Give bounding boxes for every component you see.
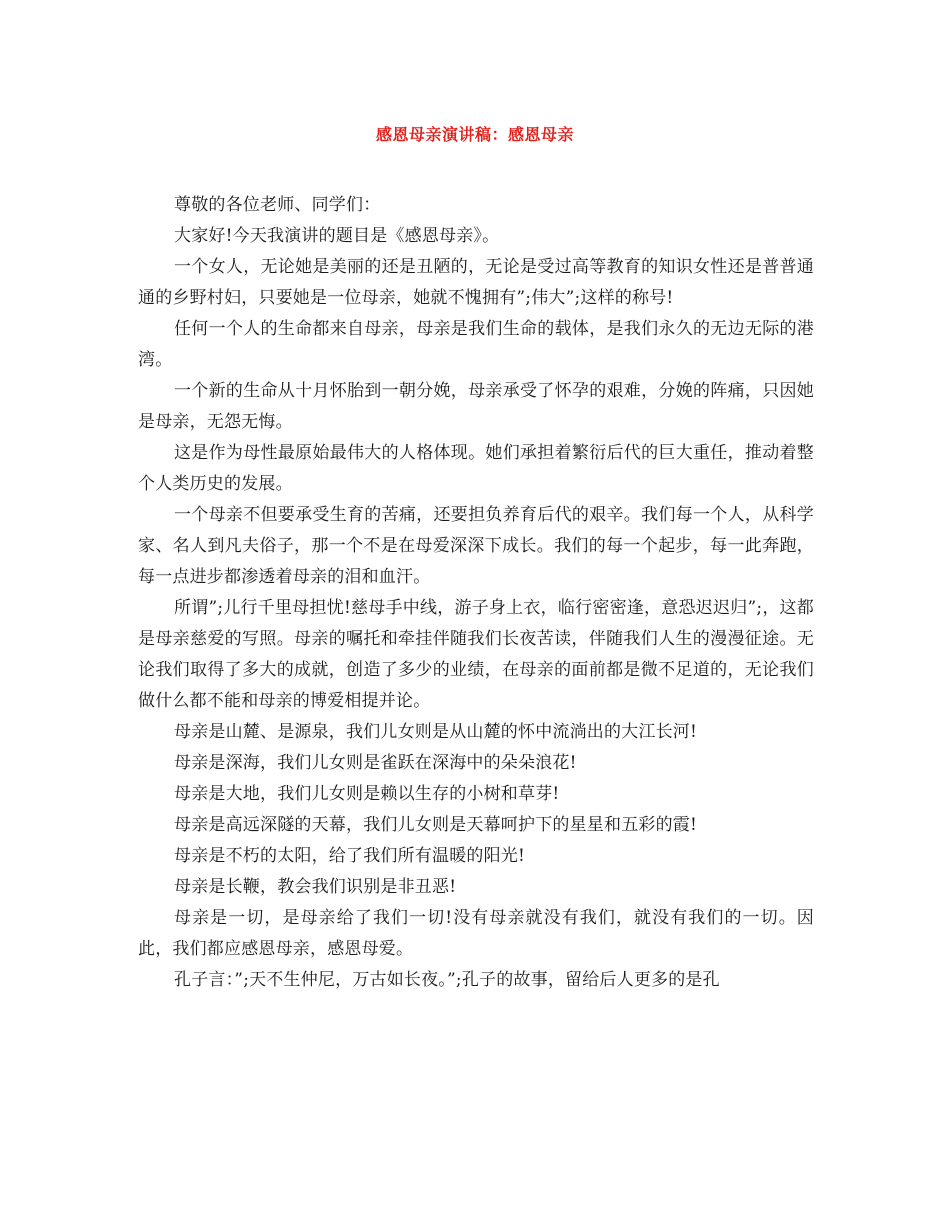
paragraph: 母亲是山麓、是源泉，我们儿女则是从山麓的怀中流淌出的大江长河! [174,722,698,742]
paragraph: 所谓”;儿行千里母担忧!慈母手中线，游子身上衣，临行密密逢，意恐迟迟归”;，这都是母亲慈爱的写照。母亲的嘱托和牵挂伴随我们长夜苦读，伴随我们人生的漫漫征途。无论我们取得了多大的成就，创造了多少的业绩，在母亲的面前都是微不足道的，无论我们做什么都不能和母亲的博爱相提并论。 [138,598,814,711]
paragraph: 母亲是长鞭，教会我们识别是非丑恶! [174,877,457,897]
paragraph: 一个母亲不但要承受生育的苦痛，还要担负养育后代的艰辛。我们每一个人，从科学家、名人到凡夫俗子，那一个不是在母爱深深下成长。我们的每一个起步，每一此奔跑，每一点进步都渗透着母亲的泪和血汗。 [138,505,814,587]
paragraph: 尊敬的各位老师、同学们： [174,195,381,215]
document-body [138,190,814,996]
paragraph: 母亲是高远深隧的天幕，我们儿女则是天幕呵护下的星星和五彩的霞! [174,815,698,835]
paragraph: 这是作为母性最原始最伟大的人格体现。她们承担着繁衍后代的巨大重任，推动着整个人类历史的发展。 [138,443,814,494]
paragraph: 母亲是不朽的太阳，给了我们所有温暖的阳光! [174,846,526,866]
paragraph: 任何一个人的生命都来自母亲，母亲是我们生命的载体，是我们永久的无边无际的港湾。 [138,319,814,370]
paragraph: 母亲是大地，我们儿女则是赖以生存的小树和草芽! [174,784,560,804]
document-title: 感恩母亲演讲稿：感恩母亲 [375,125,574,144]
paragraph: 母亲是一切，是母亲给了我们一切!没有母亲就没有我们，就没有我们的一切。因此，我们都应感恩母亲，感恩母爱。 [138,908,814,959]
paragraph: 一个新的生命从十月怀胎到一朝分娩，母亲承受了怀孕的艰难，分娩的阵痛，只因她是母亲，无怨无悔。 [138,381,814,432]
paragraph: 孔子言：”;天不生仲尼，万古如长夜。”;孔子的故事，留给后人更多的是孔 [174,970,720,990]
paragraph: 一个女人，无论她是美丽的还是丑陋的，无论是受过高等教育的知识女性还是普普通通的乡野村妇，只要她是一位母亲，她就不愧拥有”;伟大”;这样的称号! [138,257,814,308]
paragraph: 母亲是深海，我们儿女则是雀跃在深海中的朵朵浪花! [174,753,577,773]
paragraph: 大家好!今天我演讲的题目是《感恩母亲》。 [174,226,500,246]
